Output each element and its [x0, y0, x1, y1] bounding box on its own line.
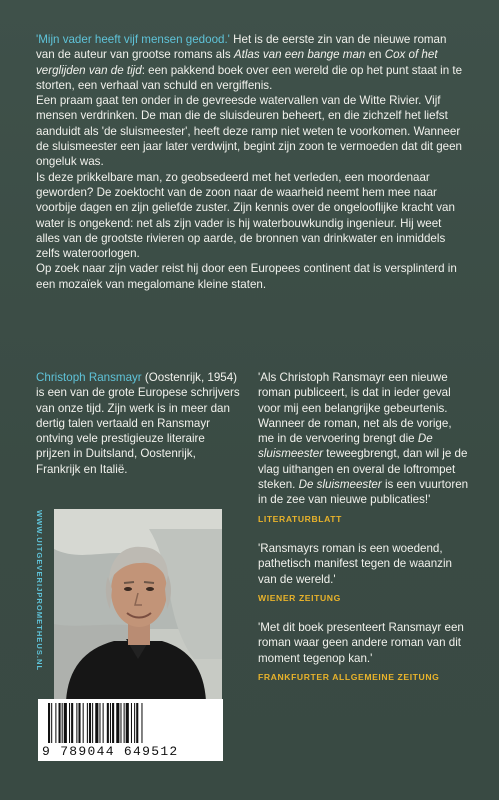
blurb-paragraph-4: Op zoek naar zijn vader reist hij door een Europees continent dat is versplinterd in een mozaïek van megalomane kleine staten. — [36, 262, 457, 291]
bio-text: (Oostenrijk, 1954) is een van de grote Europese schrijvers van onze tijd. Zijn werk is in meer dan dertig talen vertaald en Ransmayr ontving vele prestigieuze literaire prijzen in Duitsland, Oostenrijk, Frankrijk en Italië. — [36, 371, 240, 476]
isbn-number: 9 789044 649512 — [42, 744, 179, 759]
author-name: Christoph Ransmayr — [36, 371, 142, 384]
press-quotes — [258, 370, 470, 699]
book-title: Atlas van een bange man — [233, 48, 366, 62]
author-photo — [54, 509, 222, 701]
blurb-paragraph-2: Een praam gaat ten onder in de gevreesde watervallen van de Witte Rivier. Vijf mensen verdrinken. De man die de sluisdeuren beheert, en die zichzelf het liefst aanduidt als 'de sluismeester', heeft deze ramp niet weten te voorkomen. Wanneer de sluismeester een jaar later verdwijnt, begint zijn zoon te vermoeden dat dit geen ongeluk was. — [36, 94, 462, 169]
blurb — [36, 32, 468, 292]
book-title: De sluismeester — [258, 432, 433, 461]
quote-text: 'Als Christoph Ransmayr een nieuwe roman publiceert, is dat in ieder geval voor mij een belangrijke gebeurtenis. Wanneer de roman, net als de vorige, me in de vervoering brengt die — [258, 371, 452, 446]
barcode-bars — [48, 703, 216, 743]
blurb-text: Het is de eerste zin van de nieuwe roman van de auteur van grootse romans als — [36, 33, 447, 62]
author-photo-illustration — [54, 509, 222, 701]
isbn-barcode — [38, 699, 223, 761]
press-quote — [258, 620, 470, 685]
blurb-text: en — [365, 48, 385, 62]
quote-text: 'Ransmayrs roman is een woedend, pathetisch manifest tegen de waanzin van de wereld.' — [258, 541, 452, 586]
quote-text: 'Met dit boek presenteert Ransmayr een roman waar geen andere roman van dit moment tegenop kan.' — [258, 621, 464, 665]
blurb-text: : een pakkend boek over een wereld die op het punt staat in te storten, een verhaal van schuld en vergiffenis. — [36, 63, 463, 92]
publisher-url[interactable]: WWW.UITGEVERIJPROMETHEUS.NL — [35, 510, 44, 672]
press-quote — [258, 370, 470, 527]
quote-text: teweegbrengt, dan wil je de vlag uithangen en overal de loftrompet steken. — [258, 447, 468, 492]
quote-text: is een vuurtoren in de zee van nieuwe publicaties!' — [258, 478, 469, 507]
blurb-paragraph-3: Is deze prikkelbare man, zo geobsedeerd met het verleden, een moordenaar geworden? De zoektocht van de zoon naar de waarheid neemt hem mee naar voorbije dagen en zijn geliefde zuster. Zijn kennis over de ongelooflijke kracht van water is ongekend: net als zijn vader is hij waterbouwkundig ingenieur. Hij weet alles van de grootste rivieren op aarde, de bronnen van drinkwater en inmiddels zelfs wateroorlogen. — [36, 170, 455, 261]
quote-source: WIENER ZEITUNG — [258, 592, 341, 603]
opening-quote: 'Mijn vader heeft vijf mensen gedood.' — [36, 33, 230, 46]
book-title: De sluismeester — [298, 478, 382, 492]
press-quote — [258, 541, 470, 606]
quote-source: FRANKFURTER ALLGEMEINE ZEITUNG — [258, 672, 440, 683]
book-title: Cox of het verglijden van de tijd — [36, 48, 438, 77]
quote-source: LITERATURBLATT — [258, 513, 342, 524]
blurb-paragraph-1 — [36, 32, 468, 93]
author-bio — [36, 370, 240, 477]
